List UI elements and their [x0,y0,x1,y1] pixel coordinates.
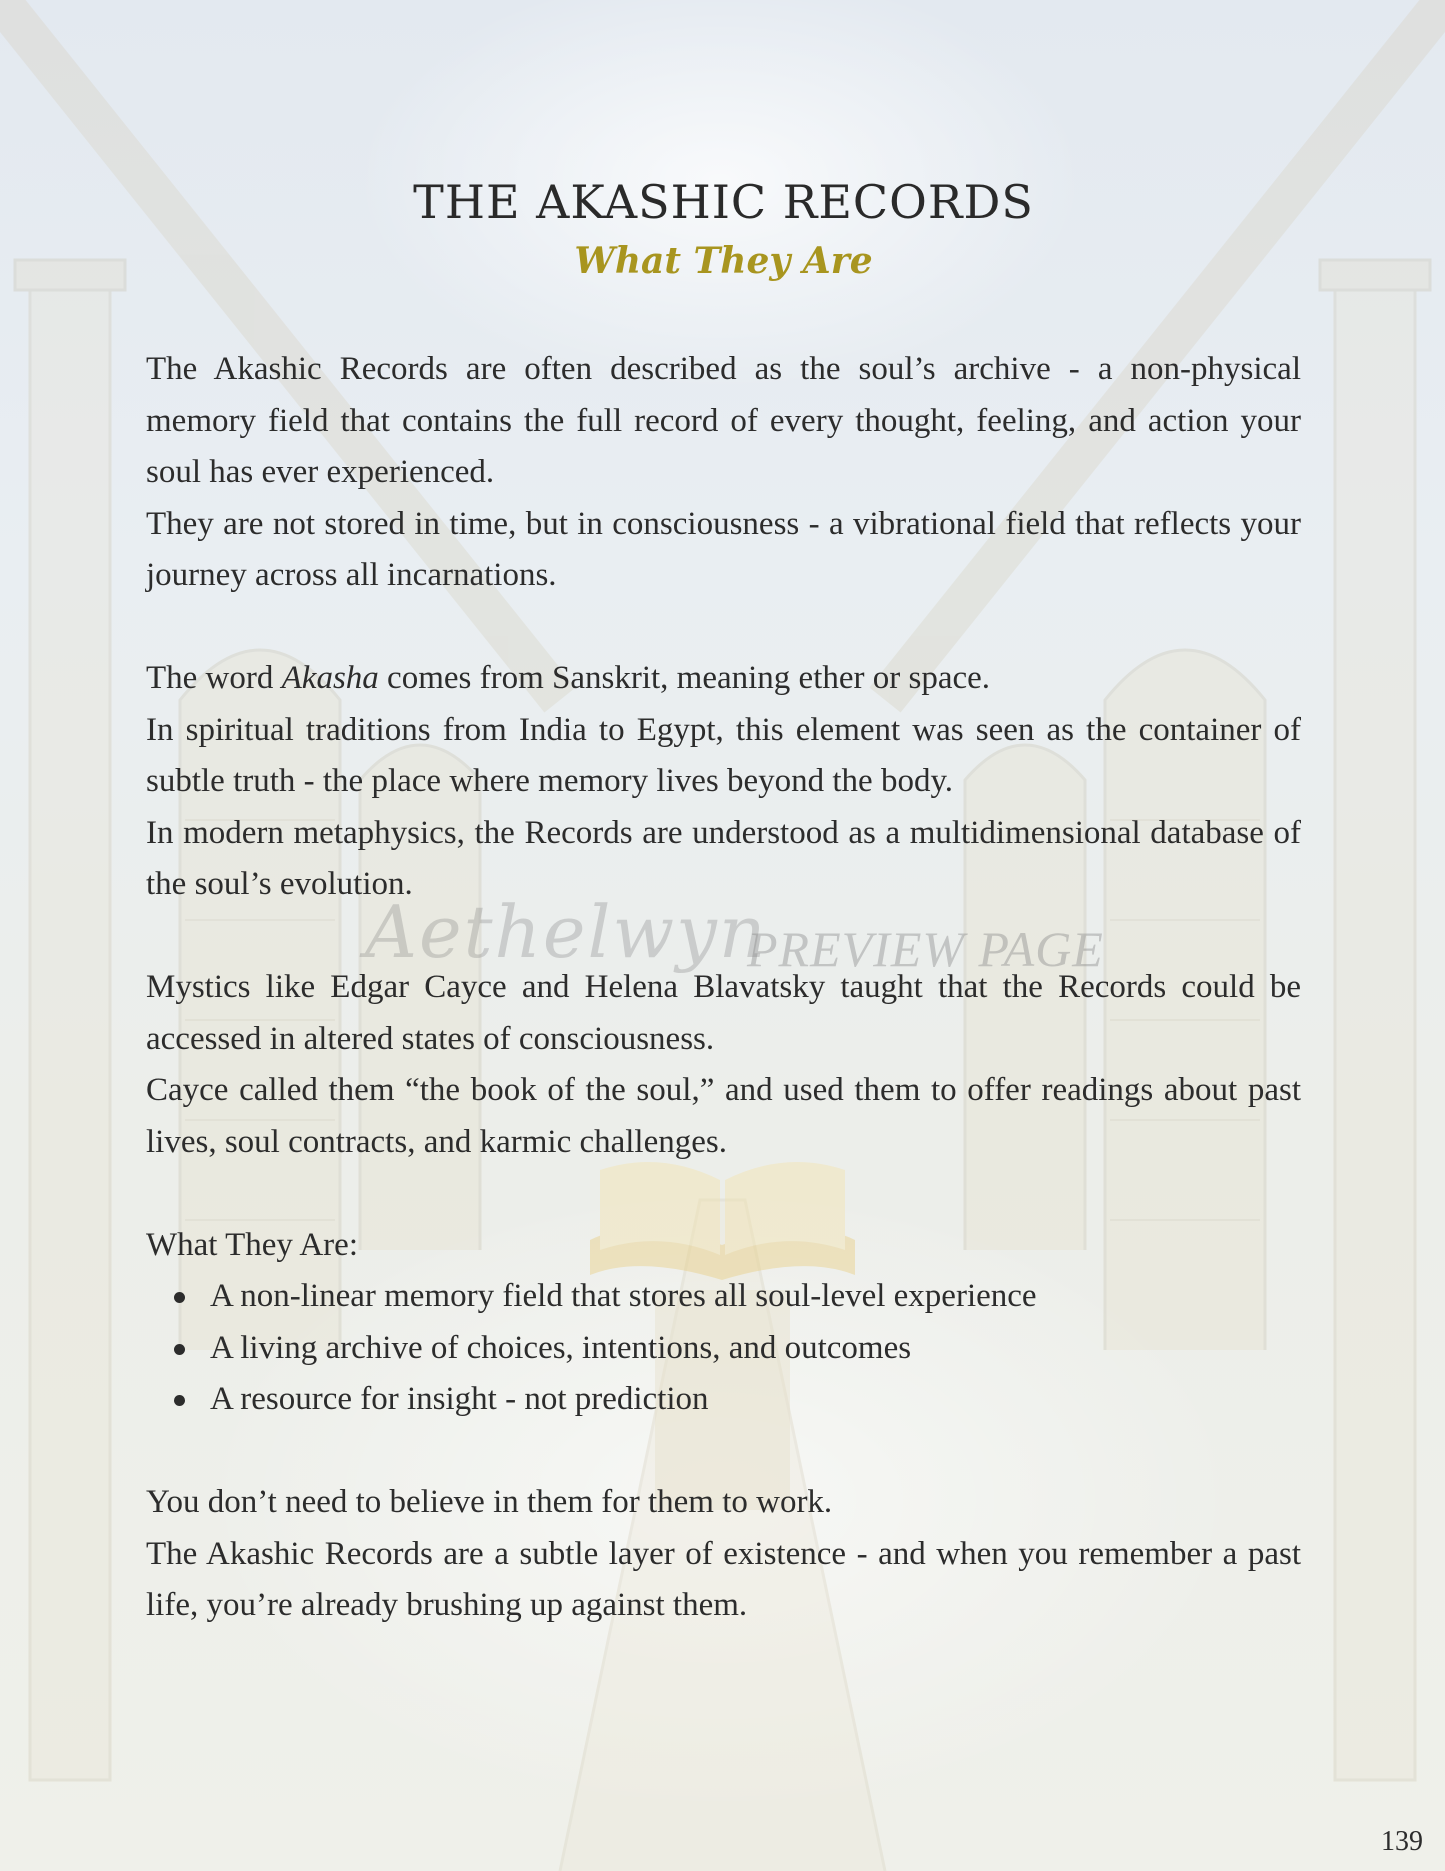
watermark-label: PREVIEW PAGE [747,921,1104,977]
list-heading: What They Are: [146,1226,358,1263]
list-item [174,1374,1301,1426]
body-text [146,344,1301,1632]
list-item-text: A resource for insight - not prediction [210,1381,709,1417]
page-title: THE AKASHIC RECORDS [413,175,1034,229]
akasha-emphasis: Akasha [281,660,379,696]
page-number: 139 [1381,1826,1423,1857]
paragraph-gap [146,1168,1301,1220]
bullet-icon [174,1292,185,1303]
bullet-icon [174,1395,185,1406]
paragraph-gap [146,1426,1301,1478]
paragraph-akasha-word [146,653,1301,705]
page-subtitle: What They Are [574,240,873,282]
paragraph-gap [146,602,1301,654]
paragraph-spiritual-traditions: In spiritual traditions from India to Egypt, this element was seen as the container of subtle truth - the place where memory lives beyond the body. [146,711,1301,799]
akasha-text-before: The word [146,660,282,696]
bullet-icon [174,1344,185,1355]
paragraph-cayce: Cayce called them “the book of the soul,” and used them to offer readings about past lives, soul contracts, and karmic challenges. [146,1072,1301,1160]
list-item [174,1271,1301,1323]
akasha-text-after: comes from Sanskrit, meaning ether or space. [378,660,991,696]
paragraph-mystics: Mystics like Edgar Cayce and Helena Blavatsky taught that the Records could be accessed in altered states of consciousness. [146,969,1301,1057]
paragraph-belief: You don’t need to believe in them for them to work. [146,1484,833,1520]
list-item [174,1323,1301,1375]
bullet-list [146,1271,1301,1426]
paragraph-soul-archive: The Akashic Records are often described as the soul’s archive - a non-physical memory field that contains the full record of every thought, feeling, and action your soul has ever experienced. [146,351,1301,490]
paragraph-modern-metaphysics: In modern metaphysics, the Records are understood as a multidimensional database of the soul’s evolution. [146,814,1301,902]
list-item-text: A non-linear memory field that stores all soul-level experience [210,1278,1037,1314]
list-item-text: A living archive of choices, intentions, and outcomes [210,1329,912,1366]
watermark-signature: Aethelwyn [365,890,768,974]
paragraph-vibrational-field: They are not stored in time, but in consciousness - a vibrational field that reflects your journey across all incarnations. [146,505,1301,593]
paragraph-subtle-layer: The Akashic Records are a subtle layer of existence - and when you remember a past life, you’re already brushing up against them. [146,1535,1301,1623]
paragraph-gap [146,911,1301,963]
